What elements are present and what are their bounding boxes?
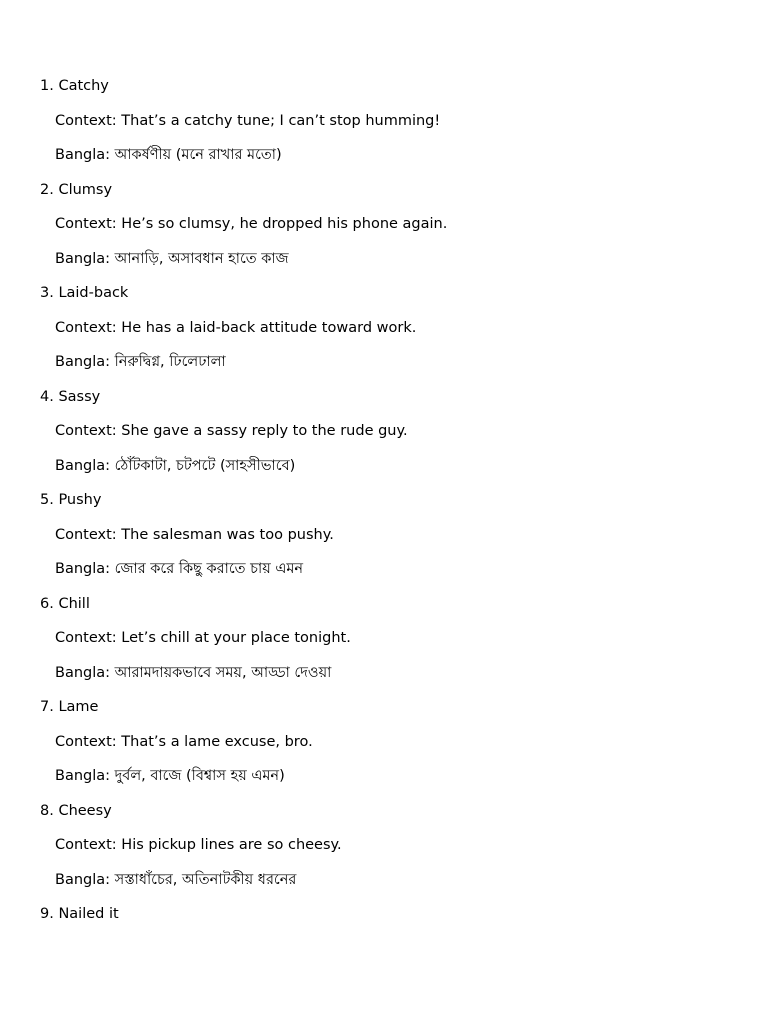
- entry-context: Context: His pickup lines are so cheesy.: [55, 837, 342, 853]
- entry-bangla: Bangla: দুর্বল, বাজে (বিশ্বাস হয় এমন): [55, 768, 285, 784]
- entry-bangla: Bangla: নিরুদ্বিগ্ন, ঢিলেঢালা: [55, 354, 226, 370]
- entry-heading: 8. Cheesy: [40, 802, 112, 819]
- entry-context: Context: He has a laid-back attitude toward work.: [55, 319, 417, 336]
- entry-heading: 9. Nailed it: [40, 906, 119, 922]
- entry-bangla: Bangla: আরামদায়কভাবে সময়, আড্ডা দেওয়া: [55, 664, 332, 681]
- entry-context: Context: She gave a sassy reply to the rude guy.: [55, 423, 408, 439]
- entry-bangla: Bangla: ঠোঁটকাটা, চটপটে (সাহসীভাবে): [55, 457, 296, 474]
- list-item: [40, 69, 740, 173]
- vocabulary-list: [40, 69, 740, 932]
- list-item: [40, 380, 740, 484]
- entry-heading: 3. Laid-back: [40, 285, 129, 301]
- entry-context: Context: That’s a lame excuse, bro.: [55, 733, 313, 750]
- list-item: [40, 690, 740, 794]
- list-item: [40, 483, 740, 587]
- entry-heading: 1. Catchy: [40, 78, 109, 94]
- entry-context: Context: That’s a catchy tune; I can’t stop humming!: [55, 112, 441, 129]
- list-item: [40, 276, 740, 380]
- list-item: [40, 587, 740, 691]
- entry-context: Context: Let’s chill at your place tonight.: [55, 630, 351, 646]
- list-item: [40, 897, 740, 932]
- list-item: [40, 794, 740, 898]
- entry-bangla: Bangla: সস্তাধাঁচের, অতিনাটকীয় ধরনের: [55, 871, 297, 888]
- entry-heading: 7. Lame: [40, 699, 99, 715]
- entry-context: Context: He’s so clumsy, he dropped his phone again.: [55, 216, 448, 232]
- entry-bangla: Bangla: জোর করে কিছু করাতে চায় এমন: [55, 561, 304, 577]
- entry-heading: 4. Sassy: [40, 388, 101, 405]
- entry-context: Context: The salesman was too pushy.: [55, 526, 334, 543]
- list-item: [40, 173, 740, 277]
- entry-heading: 5. Pushy: [40, 492, 102, 508]
- entry-heading: 2. Clumsy: [40, 181, 113, 198]
- entry-bangla: Bangla: আনাড়ি, অসাবধান হাতে কাজ: [55, 250, 289, 267]
- entry-bangla: Bangla: আকর্ষণীয় (মনে রাখার মতো): [55, 147, 282, 163]
- entry-heading: 6. Chill: [40, 595, 90, 612]
